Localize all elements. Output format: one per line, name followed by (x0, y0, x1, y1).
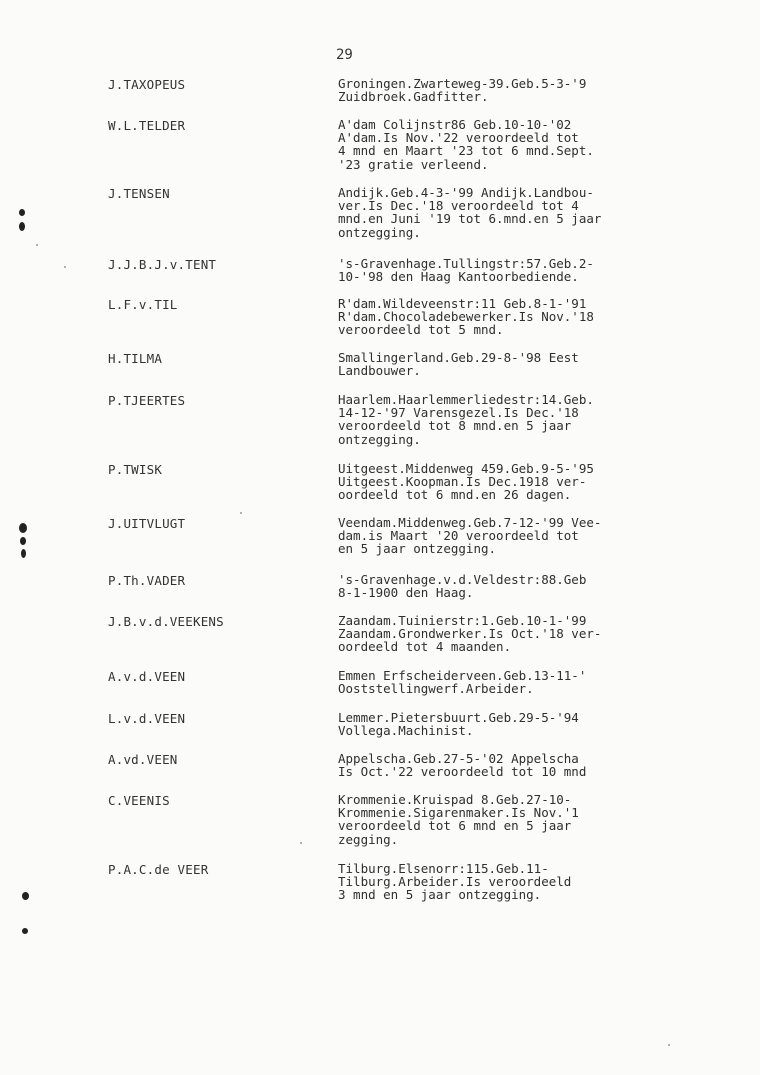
detail-line: Tilburg.Arbeider.Is veroordeeld (338, 874, 572, 890)
detail-line: Smallingerland.Geb.29-8-'98 Eest (338, 350, 579, 365)
binder-mark (21, 549, 26, 558)
person-name: J.B.v.d.VEEKENS (108, 614, 224, 629)
detail-line: en 5 jaar ontzegging. (338, 541, 497, 557)
person-name: L.F.v.TIL (108, 297, 178, 312)
detail-line: Andijk.Geb.4-3-'99 Andijk.Landbou- (338, 185, 594, 200)
binder-mark (22, 928, 28, 934)
person-name: J.TENSEN (108, 186, 170, 201)
person-details (338, 711, 658, 737)
person-details (338, 186, 658, 239)
detail-line: A'dam.Is Nov.'22 veroordeeld tot (338, 130, 579, 146)
detail-line: 14-12-'97 Varensgezel.Is Dec.'18 (338, 405, 579, 421)
person-details (338, 516, 658, 556)
page-number: 29 (336, 47, 353, 63)
detail-line: 10-'98 den Haag Kantoorbediende. (338, 269, 579, 285)
detail-line: Emmen Erfscheiderveen.Geb.13-11-' (338, 668, 587, 683)
detail-line: Zaandam.Tuinierstr:1.Geb.10-1-'99 (338, 613, 587, 628)
detail-line: ontzegging. (338, 431, 421, 447)
person-details (338, 793, 658, 846)
detail-line: Veendam.Middenweg.Geb.7-12-'99 Vee- (338, 515, 602, 530)
detail-line: 3 mnd en 5 jaar ontzegging. (338, 887, 542, 903)
speck (668, 1044, 670, 1046)
detail-line: oordeeld tot 6 mnd.en 26 dagen. (338, 487, 572, 503)
person-details (338, 614, 658, 654)
detail-line: R'dam.Wildeveenstr:11 Geb.8-1-'91 (338, 296, 587, 311)
detail-line: Groningen.Zwarteweg-39.Geb.5-3-'9 (338, 76, 587, 91)
person-name: A.v.d.VEEN (108, 669, 186, 684)
detail-line: Landbouwer. (338, 363, 421, 379)
detail-line: Krommenie.Sigarenmaker.Is Nov.'1 (338, 805, 579, 821)
person-details (338, 573, 658, 599)
person-details (338, 393, 658, 446)
person-details (338, 257, 658, 283)
binder-mark (22, 892, 29, 900)
person-name: P.Th.VADER (108, 573, 186, 588)
person-name: A.vd.VEEN (108, 752, 178, 767)
person-details (338, 351, 658, 377)
binder-mark (19, 222, 25, 231)
speck (300, 842, 302, 844)
detail-line: veroordeeld tot 6 mnd en 5 jaar (338, 818, 572, 834)
detail-line: Krommenie.Kruispad 8.Geb.27-10- (338, 792, 572, 807)
person-name: P.A.C.de VEER (108, 862, 209, 877)
detail-line: mnd.en Juni '19 tot 6.mnd.en 5 jaar (338, 211, 602, 227)
detail-line: Zaandam.Grondwerker.Is Oct.'18 ver- (338, 626, 602, 642)
person-name: L.v.d.VEEN (108, 711, 186, 726)
detail-line: '23 gratie verleend. (338, 156, 489, 172)
speck (240, 512, 242, 514)
detail-line: Haarlem.Haarlemmerliedestr:14.Geb. (338, 392, 594, 407)
detail-line: oordeeld tot 4 maanden. (338, 639, 512, 655)
person-name: J.TAXOPEUS (108, 77, 186, 92)
person-details (338, 669, 658, 695)
detail-line: Tilburg.Elsenorr:115.Geb.11- (338, 861, 549, 876)
person-name: W.L.TELDER (108, 118, 186, 133)
detail-line: Lemmer.Pietersbuurt.Geb.29-5-'94 (338, 710, 579, 725)
detail-line: 8-1-1900 den Haag. (338, 585, 474, 601)
person-name: C.VEENIS (108, 793, 170, 808)
detail-line: dam.is Maart '20 veroordeeld tot (338, 528, 579, 544)
person-name: P.TJEERTES (108, 393, 186, 408)
person-details (338, 77, 658, 103)
detail-line: ver.Is Dec.'18 veroordeeld tot 4 (338, 198, 579, 214)
detail-line: veroordeeld tot 8 mnd.en 5 jaar (338, 418, 572, 434)
detail-line: 4 mnd en Maart '23 tot 6 mnd.Sept. (338, 143, 594, 159)
detail-line: zegging. (338, 831, 399, 847)
person-details (338, 297, 658, 337)
detail-line: Zuidbroek.Gadfitter. (338, 89, 489, 105)
speck (36, 244, 38, 246)
detail-line: Appelscha.Geb.27-5-'02 Appelscha (338, 751, 579, 766)
detail-line: Is Oct.'22 veroordeeld tot 10 mnd (338, 764, 587, 780)
person-name: H.TILMA (108, 351, 163, 366)
detail-line: veroordeeld tot 5 mnd. (338, 322, 504, 338)
person-name: P.TWISK (108, 462, 163, 477)
person-details (338, 862, 658, 902)
detail-line: R'dam.Chocoladebewerker.Is Nov.'18 (338, 309, 594, 325)
binder-mark (20, 537, 26, 545)
detail-line: Uitgeest.Koopman.Is Dec.1918 ver- (338, 474, 587, 490)
detail-line: 's-Gravenhage.v.d.Veldestr:88.Geb (338, 572, 587, 587)
detail-line: A'dam Colijnstr86 Geb.10-10-'02 (338, 117, 572, 132)
detail-line: ontzegging. (338, 224, 421, 240)
person-name: J.UITVLUGT (108, 516, 186, 531)
detail-line: Ooststellingwerf.Arbeider. (338, 681, 534, 697)
detail-line: 's-Gravenhage.Tullingstr:57.Geb.2- (338, 256, 594, 271)
person-details (338, 462, 658, 502)
person-name: J.J.B.J.v.TENT (108, 257, 217, 272)
person-details (338, 118, 658, 171)
binder-mark (19, 523, 27, 533)
binder-mark (19, 209, 25, 216)
speck (64, 266, 66, 268)
detail-line: Uitgeest.Middenweg 459.Geb.9-5-'95 (338, 461, 594, 476)
person-details (338, 752, 658, 778)
detail-line: Vollega.Machinist. (338, 723, 474, 739)
